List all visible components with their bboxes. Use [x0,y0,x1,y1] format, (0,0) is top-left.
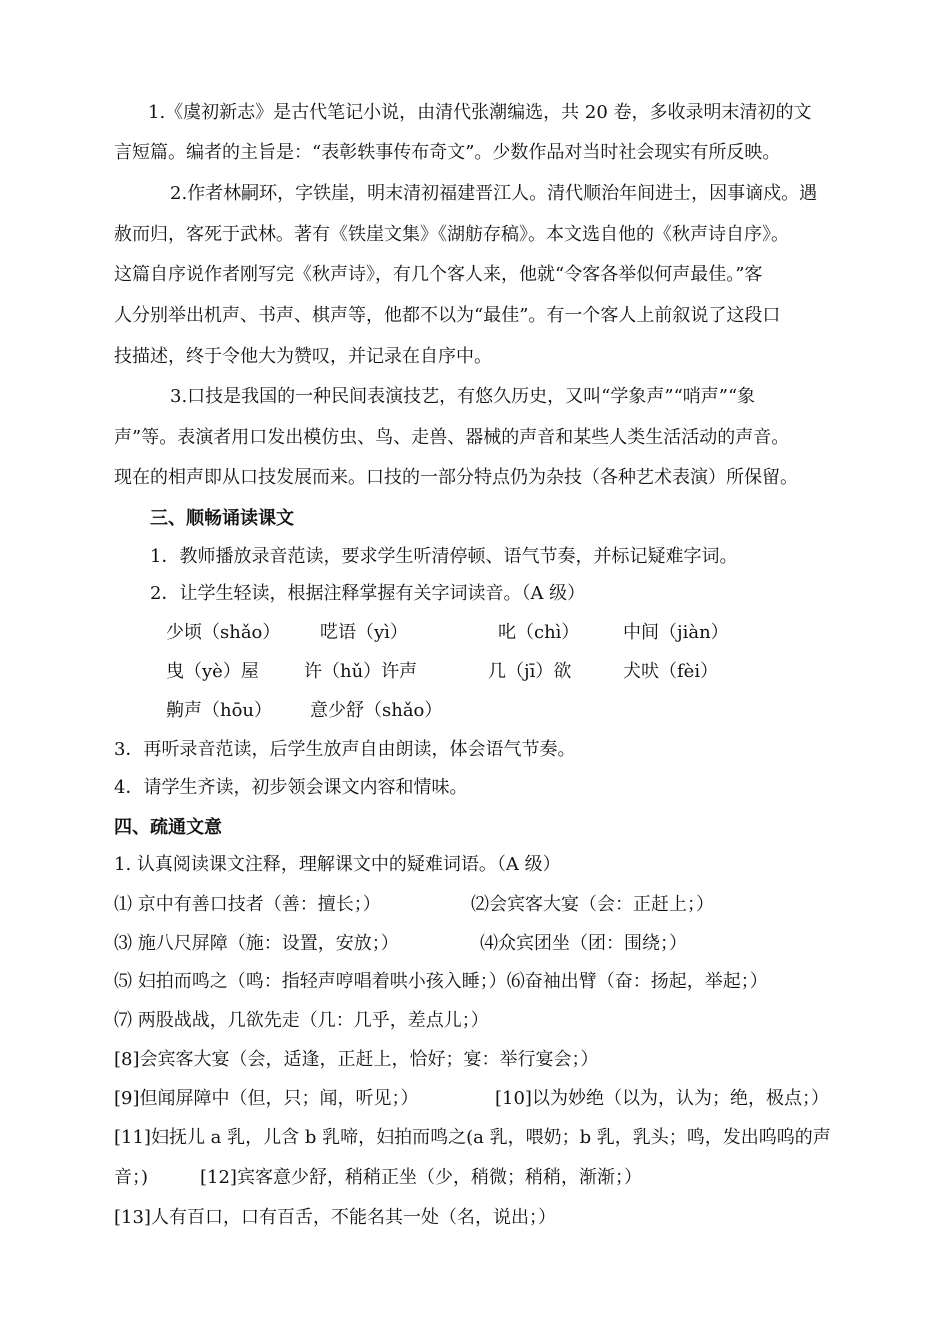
pinyin-item: 意少舒（shǎo） [310,700,443,721]
pinyin-item: 几（jī）欲 [488,661,572,682]
section3-step3: 3．再听录音范读，后学生放声自由朗读，体会语气节奏。 [114,739,576,760]
pinyin-item: 中间（jiàn） [623,622,729,643]
note-11-cont: 音；) [114,1167,149,1188]
para2-line4: 人分别举出机声、书声、棋声等，他都不以为“最佳”。有一个客人上前叙说了这段口 [114,305,781,326]
para2-line3: 这篇自序说作者刚写完《秋声诗》，有几个客人来，他就“令客各举似何声最佳。”客 [114,264,763,285]
section3-heading: 三、顺畅诵读课文 [150,508,294,529]
para1-line2: 言短篇。编者的主旨是：“表彰轶事传布奇文”。少数作品对当时社会现实有所反映。 [114,142,781,163]
para1-line1: 1.《虞初新志》是古代笔记小说，由清代张潮编选，共 20 卷，多收录明末清初的文 [148,102,812,123]
note-13: [13]人有百口，口有百舌，不能名其一处（名，说出；） [114,1207,556,1228]
section3-step4: 4．请学生齐读，初步领会课文内容和情味。 [114,777,468,798]
section3-step2: 2．让学生轻读，根据注释掌握有关字词读音。（A 级） [150,583,586,604]
section4-intro: 1. 认真阅读课文注释，理解课文中的疑难词语。（A 级） [114,854,561,875]
section3-step1: 1．教师播放录音范读，要求学生听清停顿、语气节奏，并标记疑难字词。 [150,546,738,567]
para2-line2: 赦而归，客死于武林。著有《铁崖文集》《湖舫存稿》。本文选自他的《秋声诗自序》。 [114,224,789,245]
section4-heading: 四、疏通文意 [114,817,222,838]
note-8: [8]会宾客大宴（会，适逢，正赶上，恰好；宴：举行宴会；） [114,1049,599,1070]
pinyin-item: 呓语（yì） [320,622,408,643]
note-10: [10]以为妙绝（以为，认为；绝，极点；） [495,1088,829,1109]
para3-line2: 声”等。表演者用口发出模仿虫、鸟、走兽、器械的声音和某些人类生活活动的声音。 [114,427,790,448]
para3-line1: 3.口技是我国的一种民间表演技艺，有悠久历史，又叫“学象声”“哨声”“象 [170,386,756,407]
note-5-6: ⑸ 妇拍而鸣之（鸣：指轻声哼唱着哄小孩入睡；）⑹奋袖出臂（奋：扬起，举起；） [114,971,768,992]
note-7: ⑺ 两股战战，几欲先走（几：几乎，差点儿；） [114,1010,489,1031]
note-1: ⑴ 京中有善口技者（善：擅长；） [114,894,381,915]
note-12: [12]宾客意少舒，稍稍正坐（少，稍微；稍稍，渐渐；） [200,1167,642,1188]
note-3: ⑶ 施八尺屏障（施：设置，安放；） [114,933,399,954]
pinyin-item: 许（hǔ）许声 [304,661,418,682]
note-9: [9]但闻屏障中（但，只；闻，听见；） [114,1088,419,1109]
pinyin-item: 曳（yè）屋 [166,661,259,682]
pinyin-item: 齁声（hōu） [166,700,273,721]
note-2: ⑵会宾客大宴（会：正赶上；） [471,894,714,915]
para2-line5: 技描述，终于令他大为赞叹，并记录在自序中。 [114,346,492,367]
pinyin-item: 叱（chì） [498,622,580,643]
para3-line3: 现在的相声即从口技发展而来。口技的一部分特点仍为杂技（各种艺术表演）所保留。 [114,467,798,488]
para2-line1: 2.作者林嗣环，字铁崖，明末清初福建晋江人。清代顺治年间进士，因事谪戍。遇 [170,183,818,204]
note-11: [11]妇抚儿 a 乳，儿含 b 乳啼，妇拍而鸣之(a 乳，喂奶；b 乳，乳头；鸣，发出呜呜的声 [114,1127,831,1148]
pinyin-item: 少顷（shǎo） [166,622,281,643]
note-4: ⑷众宾团坐（团：围绕；） [480,933,687,954]
pinyin-item: 犬吠（fèi） [623,661,719,682]
